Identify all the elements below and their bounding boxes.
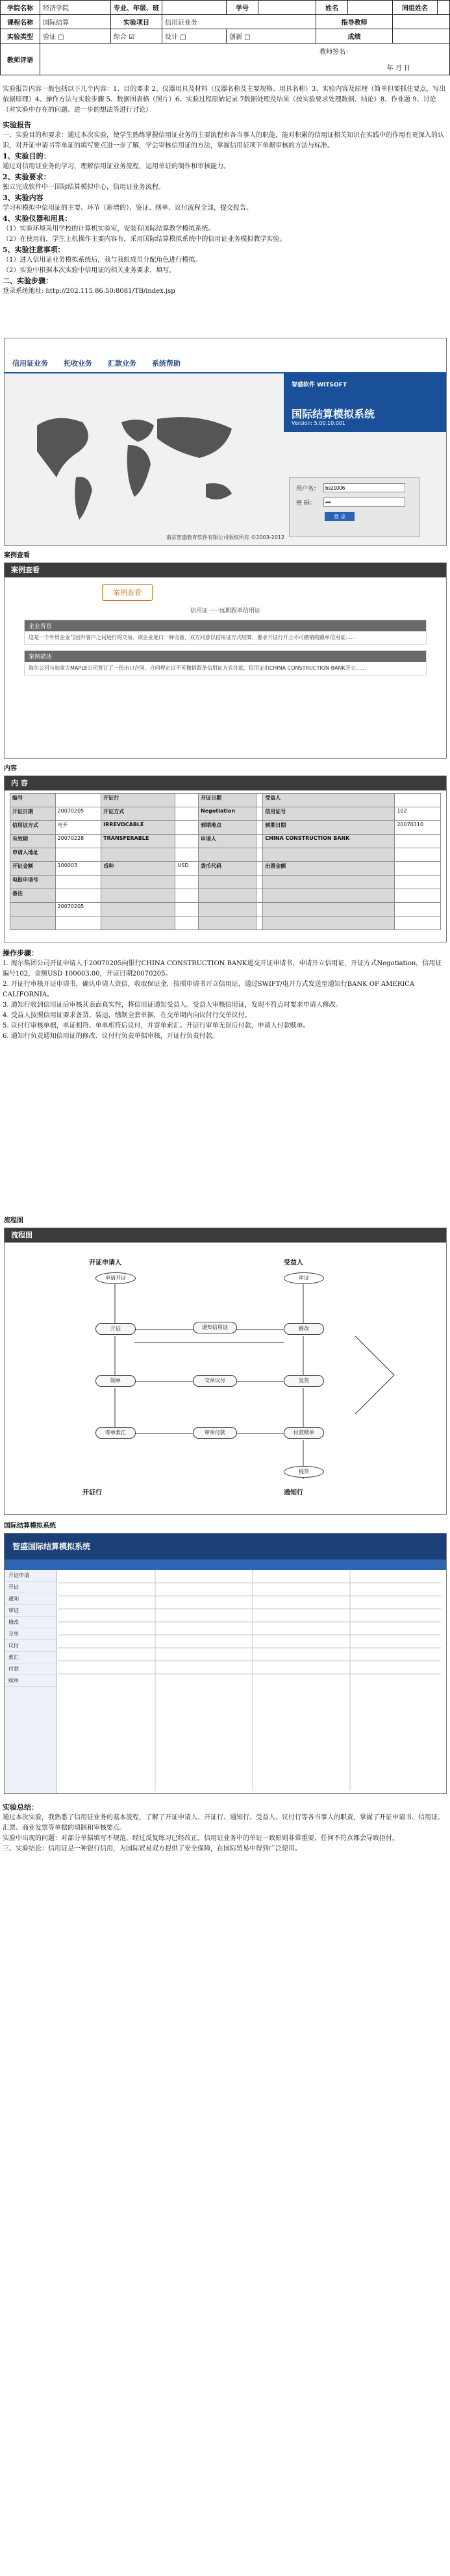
table-cell [55, 889, 101, 903]
table-cell [256, 903, 262, 916]
flow-node[interactable]: 交单议付 [193, 1375, 237, 1387]
case-block-title: 企业背景 [25, 620, 426, 631]
table-cell: 20070205 [55, 807, 101, 821]
paragraph: 实验中出现的问题：对部分单据填写不规范，经过反复练习已经改正。信用证业务中的单证一致原则非常重要，任何不符点都会导致拒付。 [3, 1835, 399, 1842]
table-cell [263, 848, 395, 862]
table-cell [395, 876, 441, 889]
table-cell [199, 903, 256, 916]
lc-table [10, 793, 441, 930]
table-row [10, 807, 441, 821]
flow-node[interactable]: 发货 [284, 1375, 324, 1387]
type-opt-3: 创新 □ [227, 29, 316, 44]
table-cell: 20070310 [395, 821, 441, 835]
app-main [58, 1570, 446, 1793]
table-cell [55, 794, 101, 807]
table-row [10, 889, 441, 903]
flow-node[interactable]: 付款赎单 [284, 1427, 324, 1439]
table-cell [256, 848, 262, 862]
sidebar-item[interactable]: 通知 [5, 1593, 56, 1605]
world-map-icon [18, 399, 258, 529]
table-cell: 电报申请号 [10, 876, 56, 889]
table-cell [256, 807, 262, 821]
table-cell [263, 916, 395, 930]
table-cell [175, 848, 199, 862]
login-nav [5, 338, 446, 373]
table-cell [10, 916, 56, 930]
sign-date: 年 月 日 [386, 65, 410, 72]
role-advising-bank: 通知行 [284, 1489, 303, 1496]
major-value [162, 1, 227, 15]
flow-node[interactable]: 提货 [284, 1466, 324, 1478]
sidebar-item[interactable]: 交单 [5, 1628, 56, 1640]
tab-collection[interactable]: 托收业务 [64, 359, 92, 368]
app-grid [58, 1570, 441, 1791]
flow-node[interactable]: 申请开证 [95, 1272, 136, 1284]
teacher-sign: 教师签名： [319, 49, 352, 56]
sidebar-item[interactable]: 赎单 [5, 1675, 56, 1687]
table-row [10, 876, 441, 889]
name-label: 姓名 [316, 1, 348, 15]
flow-screenshot [4, 1228, 447, 1515]
course-value: 国际结算 [40, 15, 111, 29]
guide-label: 指导教师 [316, 15, 393, 29]
college-value: 经济学院 [40, 1, 111, 15]
user-label: 用户名： [296, 485, 320, 492]
case-block-title: 案例描述 [25, 651, 426, 662]
login-footer: 南京智盛教育软件有限公司版权所有 ©2003-2012 [166, 535, 285, 540]
table-cell [263, 876, 395, 889]
table-cell [55, 876, 101, 889]
table-cell [101, 889, 175, 903]
pass-label: 密 码： [296, 499, 316, 507]
version: Version: 5.00.10.001 [292, 420, 346, 426]
tab-help[interactable]: 系统帮助 [152, 359, 181, 368]
tab-lc[interactable]: 信用证业务 [12, 359, 48, 368]
table-row [10, 821, 441, 835]
paragraph: 通过对信用证业务的学习，理解信用证业务流程，运用单证的制作和审核能力。 [3, 163, 230, 170]
table-cell [395, 889, 441, 903]
sidebar-item[interactable]: 付款 [5, 1663, 56, 1675]
table-row [10, 835, 441, 848]
paragraph: 5. 议付行审核单据，单证相符、单单相符后议付，并寄单索汇。开证行审单无误后付款，申请人付款赎单。 [3, 1022, 310, 1029]
paragraph: 5、实验注意事项： [3, 246, 65, 254]
table-cell [256, 862, 262, 876]
section-title: 实验报告 [3, 121, 31, 129]
major-label: 专业、年级、班 [111, 1, 162, 15]
type-opt-0: 验证 □ [40, 29, 111, 44]
paragraph: （2）实验中根据本次实验中信用证的相关业务要求，填写。 [3, 267, 176, 274]
flow-node[interactable]: 通知信用证 [193, 1322, 237, 1333]
paragraph: 3. 通知行收到信用证后审核其表面真实性，将信用证通知受益人。受益人审核信用证，发现不符点时要求申请人修改。 [3, 1002, 342, 1009]
case-screenshot [4, 562, 447, 759]
flowchart [5, 1245, 446, 1509]
case-block-bg [24, 620, 427, 645]
table-cell [199, 876, 256, 889]
table-cell [175, 903, 199, 916]
table-cell: 信用证号 [263, 807, 395, 821]
table-cell: 开证行 [101, 794, 175, 807]
paragraph: （2）在使用前，学生上机操作主要内容有，采用国际结算模拟系统中的信用证业务模拟教学实验。 [3, 236, 286, 243]
table-cell [395, 835, 441, 848]
sidebar-item[interactable]: 修改 [5, 1617, 56, 1628]
table-cell: CHINA CONSTRUCTION BANK [263, 835, 395, 848]
caption-flow: 流程图 [4, 1217, 23, 1224]
paragraph: 2、实验要求： [3, 173, 51, 181]
password-input[interactable] [323, 498, 405, 507]
table-cell [175, 807, 199, 821]
paragraph: （1）实验环境采用学校的计算机实验室，安装有国际结算教学模拟系统。 [3, 225, 215, 233]
role-applicant: 开证申请人 [89, 1259, 121, 1267]
section-body2 [3, 948, 447, 1042]
group-label: 同组姓名 [393, 1, 438, 15]
score-label: 成绩 [316, 29, 393, 44]
table-cell: 100003 [55, 862, 101, 876]
case-block-text: 海尔公司与加拿大MAPLE公司签订了一份出口合同，合同规定以不可撤销跟单信用证方式付款，信用证由CHINA CONSTRUCTION BANK开立…… [29, 665, 366, 671]
caption-content: 内容 [4, 765, 17, 772]
type-opt-2: 设计 □ [162, 29, 227, 44]
login-form [289, 477, 420, 537]
case-block-text: 这是一个外贸企业与国外客户之间进行的交易。该企业进口一种设备，双方同意以信用证方式结算，要求开证行开立不可撤销的跟单信用证…… [29, 635, 356, 640]
table-cell: Negotiation [199, 807, 256, 821]
table-cell: IRREVOCABLE [101, 821, 175, 835]
caption-app: 国际结算模拟系统 [4, 1522, 56, 1530]
table-cell [55, 916, 101, 930]
sidebar-item[interactable]: 审证 [5, 1605, 56, 1617]
table-row [10, 848, 441, 862]
brand-logo: 智盛软件 WITSOFT [292, 382, 347, 388]
case-block-desc [24, 650, 427, 676]
sidebar-item[interactable]: 索汇 [5, 1652, 56, 1663]
table-cell: 20070205 [55, 903, 101, 916]
table-cell: 出票金额 [263, 862, 395, 876]
table-cell: 受益人 [263, 794, 395, 807]
table-cell [55, 848, 101, 862]
table-cell [256, 916, 262, 930]
case-bar: 案例查看 [5, 563, 446, 577]
section-body3 [3, 1802, 447, 1854]
app-sidebar [5, 1570, 57, 1793]
table-cell: USD [175, 862, 199, 876]
table-cell: 编号 [10, 794, 56, 807]
table-cell [175, 876, 199, 889]
username-input[interactable] [323, 483, 405, 492]
table-row [10, 916, 441, 930]
type-opt-1: 综合 ☑ [111, 29, 162, 44]
table-cell [101, 876, 175, 889]
table-cell [395, 903, 441, 916]
flow-bar: 流程图 [5, 1228, 446, 1243]
table-row [10, 794, 441, 807]
table-cell [395, 848, 441, 862]
student-id-label: 学号 [227, 1, 258, 15]
table-cell: 20070228 [55, 835, 101, 848]
brand-title: 国际结算模拟系统 [292, 408, 375, 420]
table-cell: 到期日期 [263, 821, 395, 835]
table-cell [10, 903, 56, 916]
table-cell: 开证金额 [10, 862, 56, 876]
table-cell: 电开 [55, 821, 101, 835]
paragraph: （1）进入信用证业务模拟系统后，我与我组成员分配角色进行模拟。 [3, 257, 202, 264]
paragraph: 4. 受益人按照信用证要求备货、装运，缮制全套单据，在交单期内向议付行交单议付。 [3, 1012, 251, 1019]
flow-node[interactable]: 寄单索汇 [95, 1427, 136, 1439]
table-row [10, 862, 441, 876]
table-cell [175, 916, 199, 930]
paragraph: 学习和模拟中信用证的主要、环节（新增的）、鉴证、缮单、议付流程全部，提交报告。 [3, 205, 253, 212]
table-cell [175, 889, 199, 903]
table-cell [199, 889, 256, 903]
flow-node[interactable]: 审证 [284, 1272, 324, 1284]
table-cell: 货币代码 [199, 862, 256, 876]
table-cell [256, 889, 262, 903]
paragraph: 通过本次实验，我熟悉了信用证业务的基本流程，了解了开证申请人、开证行、通知行、受益人、议付行等各当事人的职责，掌握了开证申请书、信用证、汇票、商业发票等单据的填制和审核要点。 [3, 1814, 444, 1832]
table-cell: 开证日期 [10, 807, 56, 821]
role-beneficiary: 受益人 [284, 1259, 303, 1267]
content-screenshot [4, 776, 447, 942]
table-cell [256, 876, 262, 889]
table-cell: 信用证方式 [10, 821, 56, 835]
intro-text [3, 84, 447, 116]
project-value: 信用证业务 [162, 15, 316, 29]
paragraph: 三、实验结论：信用证是一种银行信用，为国际贸易双方提供了安全保障，在国际贸易中得到广泛使用。 [3, 1845, 301, 1852]
login-url: 登录系统地址: http://202.115.86.50:8081/TB/index.jsp [3, 288, 175, 295]
paragraph: 1. 海尔集团公司开证申请人于20070205向银行CHINA CONSTRUCTION BANK递交开证申请书，申请开立信用证，开证方式Negotiation，信用证编号102，金额USD 100003.00，开证日期20070205。 [3, 960, 442, 978]
table-cell [199, 916, 256, 930]
table-cell [256, 794, 262, 807]
table-cell [101, 903, 175, 916]
table-cell: 币种 [101, 862, 175, 876]
table-cell [175, 794, 199, 807]
content-bar: 内 容 [5, 776, 446, 790]
table-cell: 申请人 [199, 835, 256, 848]
paragraph: 一、实验目的和要求：通过本次实验，使学生熟练掌握信用证业务的主要流程和各当事人的职能，能对积累的信用证相关知识在实践中的作用有更深入的认识，对开证申请书等单证的填写要点进一步了解，学会审核信用证的方法，掌握信用证项下单据审核的方法与标准。 [3, 132, 444, 149]
paragraph: 实验总结： [3, 1803, 38, 1812]
app-screenshot [4, 1533, 447, 1794]
table-cell [256, 835, 262, 848]
project-label: 实验项目 [111, 15, 162, 29]
flow-node[interactable]: 开证 [95, 1323, 136, 1335]
type-label: 实验类型 [1, 29, 40, 44]
sidebar-item[interactable]: 开证 [5, 1582, 56, 1593]
caption-case: 案例查看 [4, 552, 30, 559]
college-label: 学院名称 [1, 1, 40, 15]
report-header-table [0, 0, 450, 75]
sidebar-item[interactable]: 议付 [5, 1640, 56, 1652]
login-main [5, 373, 446, 545]
sidebar-item[interactable]: 开证申请 [5, 1570, 56, 1582]
table-cell [395, 916, 441, 930]
table-cell [263, 889, 395, 903]
paragraph: 3、实验内容 [3, 194, 44, 202]
table-cell [101, 848, 175, 862]
paragraph: 6. 通知行负责通知信用证的修改、议付行负责单据审核，开证行负责付款。 [3, 1033, 219, 1040]
table-cell: 申请人地址 [10, 848, 56, 862]
flow-node[interactable]: 制单 [95, 1375, 136, 1387]
table-cell: 有效期 [10, 835, 56, 848]
tab-remittance[interactable]: 汇款业务 [108, 359, 136, 368]
paragraph: 独立完成软件中一国际结算模拟中心，信用证业务流程。 [3, 184, 165, 191]
table-cell: 开证方式 [101, 807, 175, 821]
table-row [10, 903, 441, 916]
paragraph: 1、实验目的： [3, 152, 51, 160]
table-cell: TRANSFERABLE [101, 835, 175, 848]
table-cell [101, 916, 175, 930]
table-cell [395, 862, 441, 876]
case-heading: 信用证一一远期跟单信用证 [190, 608, 260, 614]
paragraph: 二、实验步骤： [3, 277, 53, 285]
login-screenshot [4, 338, 447, 546]
brand-panel [284, 373, 446, 432]
role-issuing-bank: 开证行 [82, 1489, 102, 1496]
course-label: 课程名称 [1, 15, 40, 29]
flow-node[interactable]: 审单付款 [193, 1427, 237, 1439]
paragraph: 操作步骤： [3, 949, 38, 957]
login-button[interactable]: 登 录 [325, 512, 355, 521]
table-cell [175, 821, 199, 835]
table-cell [395, 794, 441, 807]
case-view-button[interactable]: 案例查看 [102, 584, 153, 601]
table-cell [199, 848, 256, 862]
paragraph: 4、实验仪器和用具： [3, 214, 72, 223]
table-cell: 102 [395, 807, 441, 821]
intro-paragraph: 实验报告内容一般包括以下几个内容：1、目的要求 2、仪器用具及材料（仪器名称及主要规格、用具名称）3、实验内容及原理（简单但要抓住要点，写出依据原理）4、操作方法与实验步骤 5、数据图表格（照片）6、实验过程原始记录 7数据处理及结果（按实验要求处理数据、结论）8、作业题 9、讨论（对实验中存在的问题、进一步的想法等进行讨论） [3, 86, 446, 114]
table-cell [256, 821, 262, 835]
paragraph: 2. 开证行审核开证申请书，确认申请人资信，收取保证金，按照申请书开立信用证，通过SWIFT/电开方式发送至通知行BANK OF AMERICA CALIFORNIA。 [3, 981, 415, 998]
flow-node[interactable]: 修改 [284, 1323, 324, 1335]
table-cell: 备注 [10, 889, 56, 903]
app-title: 智盛国际结算模拟系统 [5, 1534, 446, 1559]
app-nav [5, 1559, 446, 1570]
section-body1 [3, 120, 447, 297]
teacher-comment-label: 教师评语 [1, 44, 40, 75]
table-cell [175, 835, 199, 848]
table-cell [263, 903, 395, 916]
table-cell: 开证日期 [199, 794, 256, 807]
table-cell: 到期地点 [199, 821, 256, 835]
